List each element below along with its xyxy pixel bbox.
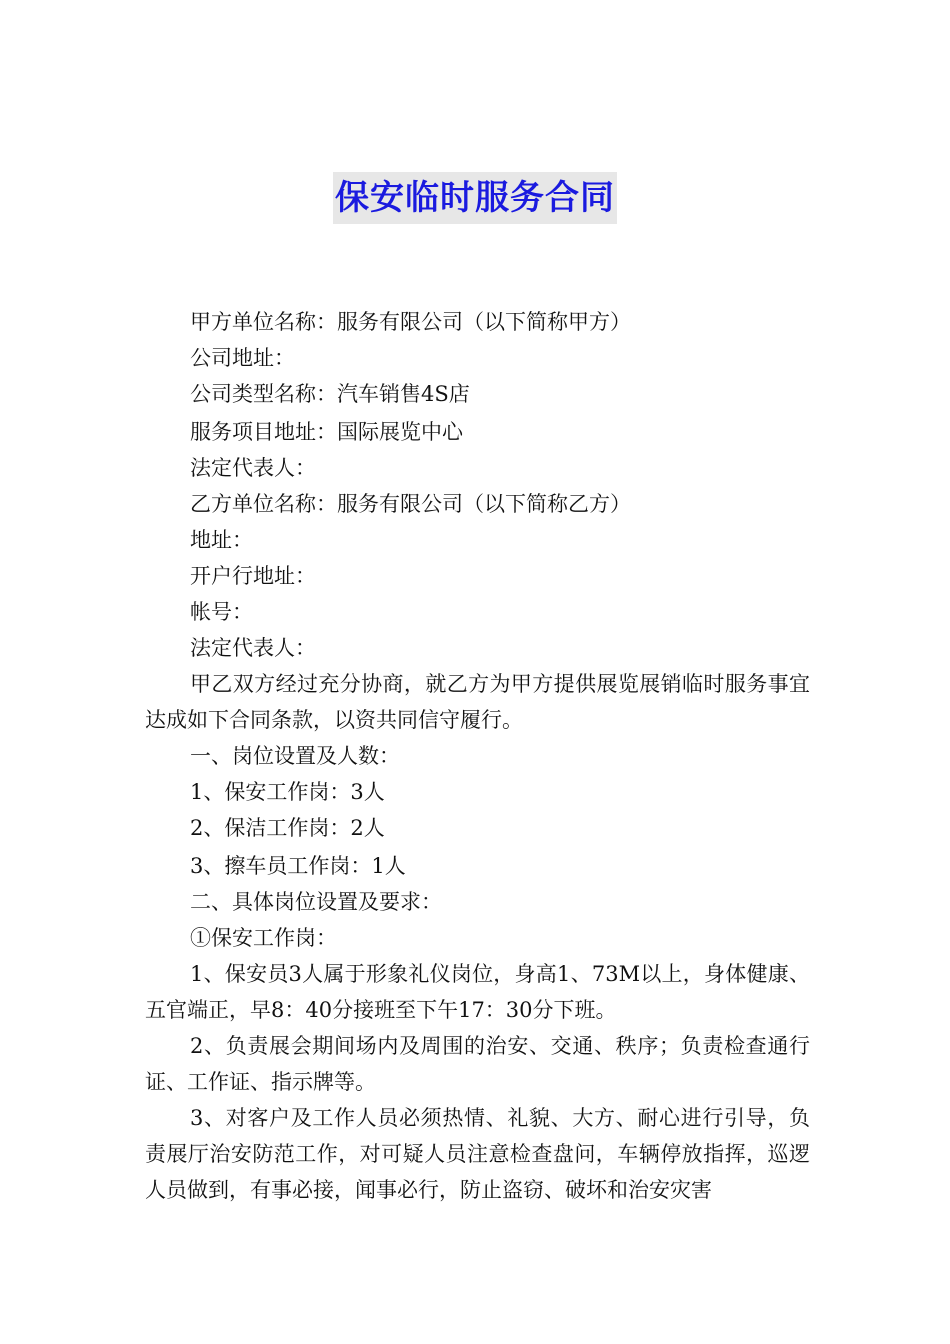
company-address-line: 公司地址： — [190, 346, 295, 370]
service-address-line: 服务项目地址：国际展览中心 — [190, 420, 463, 444]
section1-heading: 一、岗位设置及人数： — [190, 744, 400, 768]
legal-rep-b-line: 法定代表人： — [190, 636, 316, 660]
party-b-name-line: 乙方单位名称：服务有限公司（以下简称乙方） — [190, 492, 631, 516]
section2-paragraph: 1、保安员3人属于形象礼仪岗位，身高1、73M以上，身体健康、五官端正，早8：40分接班至下午17：30分下班。 — [145, 962, 810, 1022]
address-b-line: 地址： — [190, 528, 253, 552]
intro-paragraph: 甲乙双方经过充分协商，就乙方为甲方提供展览展销临时服务事宜达成如下合同条款，以资共同信守履行。 — [145, 672, 810, 732]
section1-item: 2、保洁工作岗：2人 — [190, 816, 385, 840]
party-a-name-line: 甲方单位名称：服务有限公司（以下简称甲方） — [190, 310, 631, 334]
section2-heading: 二、具体岗位设置及要求： — [190, 890, 442, 914]
section1-item: 3、擦车员工作岗：1人 — [190, 854, 406, 878]
account-line: 帐号： — [190, 600, 253, 624]
section2-paragraph: 2、负责展会期间场内及周围的治安、交通、秩序；负责检查通行证、工作证、指示牌等。 — [145, 1034, 810, 1094]
title-area — [0, 172, 950, 224]
section2-paragraph: 3、对客户及工作人员必须热情、礼貌、大方、耐心进行引导，负责展厅治安防范工作，对可疑人员注意检查盘问，车辆停放指挥，巡逻人员做到，有事必接，闻事必行，防止盗窃、破坏和治安灾害 — [145, 1106, 810, 1202]
document-body — [145, 304, 810, 1208]
company-type-line: 公司类型名称：汽车销售4S店 — [190, 382, 470, 406]
document-title: 保安临时服务合同 — [333, 172, 617, 224]
section2-sub-heading: ①保安工作岗： — [190, 926, 337, 950]
legal-rep-a-line: 法定代表人： — [190, 456, 316, 480]
bank-address-line: 开户行地址： — [190, 564, 316, 588]
section1-item: 1、保安工作岗：3人 — [190, 780, 385, 804]
